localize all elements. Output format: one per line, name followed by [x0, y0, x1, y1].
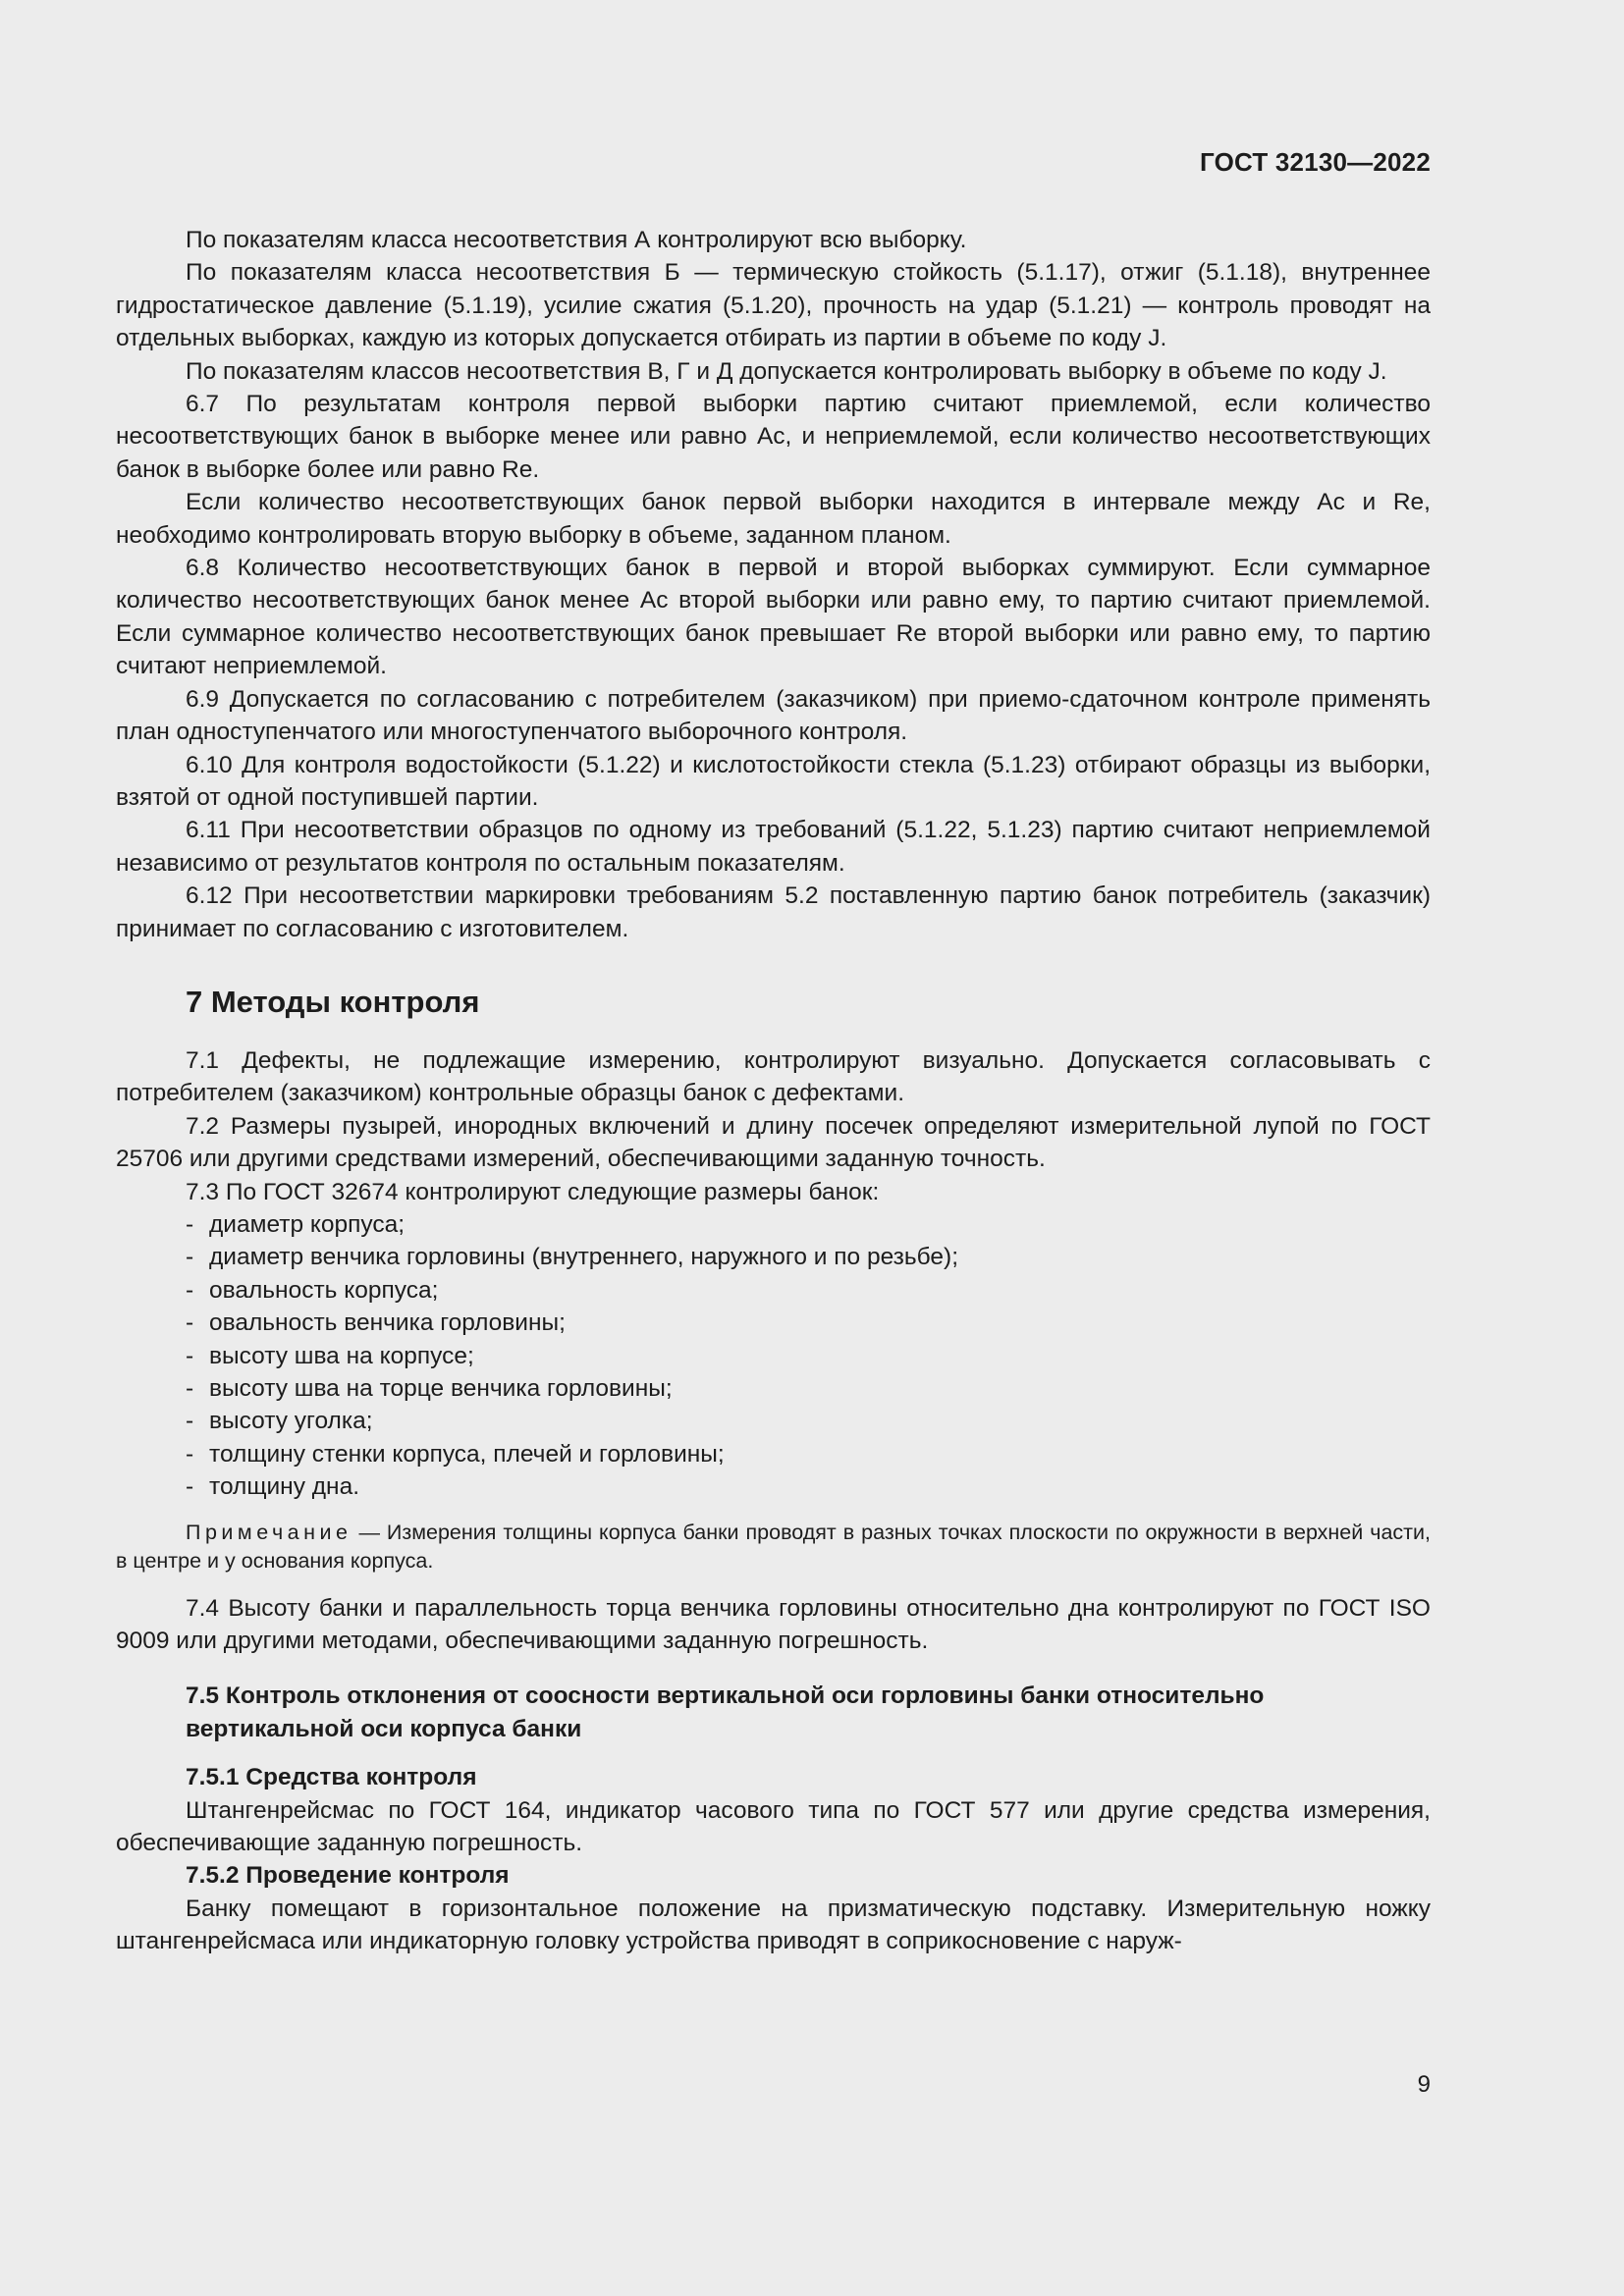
subsection-heading: 7.5.1 Средства контроля [186, 1764, 477, 1791]
paragraph: Штангенрейсмас по ГОСТ 164, индикатор часового типа по ГОСТ 577 или другие средства измерения, обеспечивающие заданную погрешность. [116, 1796, 1431, 1857]
paragraph: 6.10 Для контроля водостойкости (5.1.22) и кислотостойкости стекла (5.1.23) отбирают образцы из выборки, взятой от одной поступившей партии. [116, 751, 1431, 811]
paragraph: 7.3 По ГОСТ 32674 контролируют следующие размеры банок: [186, 1178, 880, 1205]
paragraph: 6.8 Количество несоответствующих банок в первой и второй выборках суммируют. Если суммарное количество несоответствующих банок менее Ас второй выборки или равно ему, то партию считают приемлемой. Если суммарное количество несоответствующих банок превышает Re второй выборки или равно ему, то партию считают неприемлемой. [116, 555, 1431, 680]
list-item: - толщину стенки корпуса, плечей и горловины; [186, 1438, 1431, 1470]
paragraph: Банку помещают в горизонтальное положение на призматическую подставку. Измерительную ножку штангенрейсмаса или индикаторную головку устройства приводят в соприкосновение с наруж- [116, 1895, 1431, 1955]
list-item: - овальность венчика горловины; [186, 1307, 1431, 1339]
paragraph: По показателям классов несоответствия В, Г и Д допускается контролировать выборку в объеме по коду J. [186, 357, 1387, 385]
paragraph: Если количество несоответствующих банок первой выборки находится в интервале между Ас и Re, необходимо контролировать вторую выборку в объеме, заданном планом. [116, 489, 1431, 549]
list-item: - высоту шва на торце венчика горловины; [186, 1372, 1431, 1405]
note-label: Примечание [186, 1520, 352, 1544]
list-item: - диаметр корпуса; [186, 1208, 1431, 1241]
paragraph: 6.11 При несоответствии образцов по одному из требований (5.1.22, 5.1.23) партию считают неприемлемой независимо от результатов контроля по остальным показателям. [116, 817, 1431, 877]
paragraph: 7.2 Размеры пузырей, инородных включений и длину посечек определяют измерительной лупой по ГОСТ 25706 или другими средствами измерений, обеспечивающими заданную точность. [116, 1112, 1431, 1173]
dimension-list [116, 1208, 1431, 1504]
list-item: - диаметр венчика горловины (внутреннего, наружного и по резьбе); [186, 1241, 1431, 1273]
paragraph: 7.4 Высоту банки и параллельность торца венчика горловины относительно дна контролируют по ГОСТ ISO 9009 или другими методами, обеспечивающими заданную погрешность. [116, 1594, 1431, 1655]
paragraph: По показателям класса несоответствия А контролируют всю выборку. [186, 227, 967, 253]
paragraph: 6.9 Допускается по согласованию с потребителем (заказчиком) при приемо-сдаточном контроле применять план одноступенчатого или многоступенчатого выборочного контроля. [116, 685, 1431, 746]
subsection-heading: 7.5 Контроль отклонения от соосности вертикальной оси горловины банки относительно вертикальной оси корпуса банки [186, 1682, 1265, 1742]
list-item: - высоту шва на корпусе; [186, 1340, 1431, 1372]
note-text: — Измерения толщины корпуса банки проводят в разных точках плоскости по окружности в верхней части, в центре и у основания корпуса. [116, 1520, 1431, 1573]
standard-code-header: ГОСТ 32130—2022 [1200, 147, 1431, 177]
subsection-heading: 7.5.2 Проведение контроля [186, 1862, 510, 1890]
list-item: - высоту уголка; [186, 1405, 1431, 1437]
page-content [116, 224, 1431, 1958]
paragraph: 7.1 Дефекты, не подлежащие измерению, контролируют визуально. Допускается согласовывать с потребителем (заказчиком) контрольные образцы банок с дефектами. [116, 1046, 1431, 1107]
paragraph: 6.7 По результатам контроля первой выборки партию считают приемлемой, если количество несоответствующих банок в выборке менее или равно Ас, и неприемлемой, если количество несоответствующих банок в выборке более или равно Re. [116, 391, 1431, 483]
paragraph: 6.12 При несоответствии маркировки требованиям 5.2 поставленную партию банок потребитель (заказчик) принимает по согласованию с изготовителем. [116, 882, 1431, 942]
list-item: - овальность корпуса; [186, 1274, 1431, 1307]
paragraph: По показателям класса несоответствия Б — термическую стойкость (5.1.17), отжиг (5.1.18), внутреннее гидростатическое давление (5.1.19), усилие сжатия (5.1.20), прочность на удар (5.1.21) — контроль проводят на отдельных выборках, каждую из которых допускается отбирать из партии в объеме по коду J. [116, 259, 1431, 352]
section-heading: 7 Методы контроля [186, 984, 480, 1019]
note [116, 1519, 1431, 1575]
list-item: - толщину дна. [186, 1470, 1431, 1503]
page-number: 9 [1417, 2071, 1431, 2098]
